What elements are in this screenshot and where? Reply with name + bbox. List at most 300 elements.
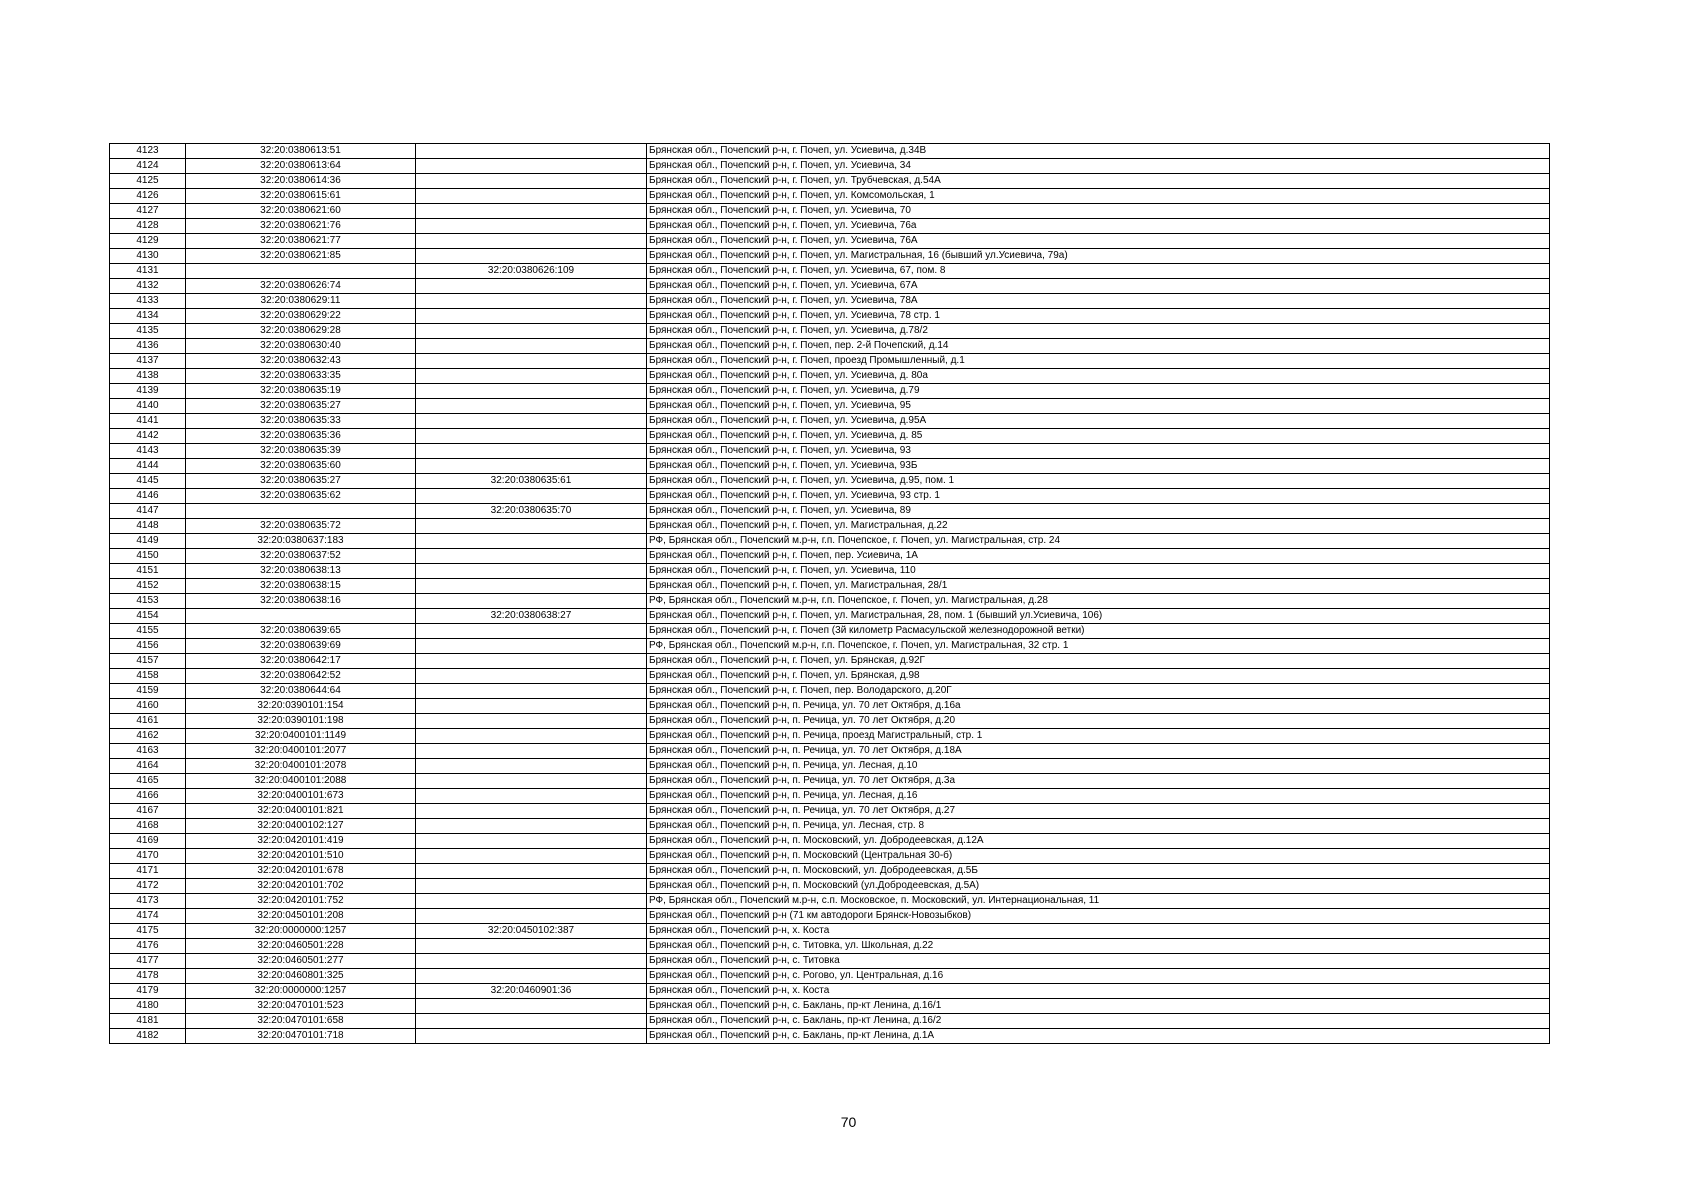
- parent-cadastral-number-cell: [416, 879, 647, 894]
- table-row: [110, 204, 1550, 219]
- cadastral-number-cell: 32:20:0460501:228: [186, 939, 416, 954]
- address-cell: Брянская обл., Почепский р-н, с. Титовка: [647, 954, 1550, 969]
- address-cell: Брянская обл., Почепский р-н, с. Баклань, пр-кт Ленина, д.16/1: [647, 999, 1550, 1014]
- address-cell: Брянская обл., Почепский р-н, п. Речица, ул. Лесная, д.16: [647, 789, 1550, 804]
- cadastral-number-cell: 32:20:0380637:52: [186, 549, 416, 564]
- parent-cadastral-number-cell: 32:20:0450102:387: [416, 924, 647, 939]
- parent-cadastral-number-cell: [416, 864, 647, 879]
- parent-cadastral-number-cell: [416, 849, 647, 864]
- table-row: [110, 429, 1550, 444]
- table-row: [110, 249, 1550, 264]
- row-number-cell: 4136: [110, 339, 186, 354]
- cadastral-number-cell: 32:20:0390101:154: [186, 699, 416, 714]
- row-number-cell: 4139: [110, 384, 186, 399]
- address-cell: Брянская обл., Почепский р-н, г. Почеп, ул. Усиевича, 78А: [647, 294, 1550, 309]
- cadastral-number-cell: 32:20:0420101:752: [186, 894, 416, 909]
- cadastral-number-cell: 32:20:0380635:36: [186, 429, 416, 444]
- row-number-cell: 4133: [110, 294, 186, 309]
- cadastral-number-cell: 32:20:0380630:40: [186, 339, 416, 354]
- parent-cadastral-number-cell: [416, 219, 647, 234]
- row-number-cell: 4154: [110, 609, 186, 624]
- row-number-cell: 4172: [110, 879, 186, 894]
- table-row: [110, 309, 1550, 324]
- address-cell: Брянская обл., Почепский р-н, п. Московский (Центральная 30-б): [647, 849, 1550, 864]
- table-row: [110, 264, 1550, 279]
- cadastral-number-cell: 32:20:0000000:1257: [186, 984, 416, 999]
- parent-cadastral-number-cell: [416, 429, 647, 444]
- table-row: [110, 294, 1550, 309]
- address-cell: РФ, Брянская обл., Почепский м.р-н, г.п. Почепское, г. Почеп, ул. Магистральная, стр. 24: [647, 534, 1550, 549]
- row-number-cell: 4160: [110, 699, 186, 714]
- parent-cadastral-number-cell: [416, 714, 647, 729]
- parent-cadastral-number-cell: [416, 414, 647, 429]
- cadastral-number-cell: 32:20:0400101:1149: [186, 729, 416, 744]
- row-number-cell: 4155: [110, 624, 186, 639]
- row-number-cell: 4129: [110, 234, 186, 249]
- parent-cadastral-number-cell: [416, 399, 647, 414]
- table-row: [110, 174, 1550, 189]
- row-number-cell: 4140: [110, 399, 186, 414]
- address-cell: Брянская обл., Почепский р-н, п. Московский (ул.Добродеевская, д.5А): [647, 879, 1550, 894]
- parent-cadastral-number-cell: [416, 189, 647, 204]
- parent-cadastral-number-cell: [416, 954, 647, 969]
- cadastral-number-cell: 32:20:0380629:28: [186, 324, 416, 339]
- parent-cadastral-number-cell: [416, 699, 647, 714]
- parent-cadastral-number-cell: [416, 684, 647, 699]
- table-row: [110, 684, 1550, 699]
- row-number-cell: 4143: [110, 444, 186, 459]
- parent-cadastral-number-cell: [416, 309, 647, 324]
- table-row: [110, 879, 1550, 894]
- row-number-cell: 4153: [110, 594, 186, 609]
- cadastral-number-cell: 32:20:0380635:27: [186, 399, 416, 414]
- cadastral-number-cell: 32:20:0380638:13: [186, 564, 416, 579]
- address-cell: Брянская обл., Почепский р-н, г. Почеп, ул. Усиевича, д. 80а: [647, 369, 1550, 384]
- parent-cadastral-number-cell: [416, 654, 647, 669]
- row-number-cell: 4170: [110, 849, 186, 864]
- parent-cadastral-number-cell: [416, 999, 647, 1014]
- address-cell: Брянская обл., Почепский р-н, г. Почеп, ул. Усиевича, 78 стр. 1: [647, 309, 1550, 324]
- address-cell: Брянская обл., Почепский р-н, г. Почеп, ул. Усиевича, 93 стр. 1: [647, 489, 1550, 504]
- parent-cadastral-number-cell: [416, 489, 647, 504]
- table-row: [110, 564, 1550, 579]
- address-cell: Брянская обл., Почепский р-н, г. Почеп, ул. Усиевича, 93Б: [647, 459, 1550, 474]
- cadastral-number-cell: [186, 609, 416, 624]
- parent-cadastral-number-cell: [416, 249, 647, 264]
- row-number-cell: 4182: [110, 1029, 186, 1044]
- row-number-cell: 4162: [110, 729, 186, 744]
- address-cell: Брянская обл., Почепский р-н, п. Речица, ул. Лесная, стр. 8: [647, 819, 1550, 834]
- parent-cadastral-number-cell: [416, 519, 647, 534]
- parent-cadastral-number-cell: [416, 459, 647, 474]
- cadastral-number-cell: 32:20:0400102:127: [186, 819, 416, 834]
- table-row: [110, 744, 1550, 759]
- address-cell: Брянская обл., Почепский р-н, г. Почеп, ул. Брянская, д.92Г: [647, 654, 1550, 669]
- address-cell: Брянская обл., Почепский р-н, х. Коста: [647, 984, 1550, 999]
- table-row: [110, 984, 1550, 999]
- address-cell: Брянская обл., Почепский р-н, г. Почеп, ул. Усиевича, д.95, пом. 1: [647, 474, 1550, 489]
- cadastral-number-cell: 32:20:0380635:19: [186, 384, 416, 399]
- parent-cadastral-number-cell: [416, 549, 647, 564]
- cadastral-number-cell: 32:20:0380633:35: [186, 369, 416, 384]
- address-cell: Брянская обл., Почепский р-н, г. Почеп, ул. Усиевича, 89: [647, 504, 1550, 519]
- table-row: [110, 519, 1550, 534]
- cadastral-number-cell: 32:20:0380621:60: [186, 204, 416, 219]
- address-cell: Брянская обл., Почепский р-н, г. Почеп, ул. Магистральная, 16 (бывший ул.Усиевича, 79а): [647, 249, 1550, 264]
- address-cell: Брянская обл., Почепский р-н, п. Речица, ул. 70 лет Октября, д.18А: [647, 744, 1550, 759]
- parent-cadastral-number-cell: [416, 909, 647, 924]
- address-cell: Брянская обл., Почепский р-н, г. Почеп, ул. Усиевича, д.79: [647, 384, 1550, 399]
- parent-cadastral-number-cell: 32:20:0380635:61: [416, 474, 647, 489]
- address-cell: Брянская обл., Почепский р-н, п. Московский, ул. Добродеевская, д.12А: [647, 834, 1550, 849]
- table-row: [110, 759, 1550, 774]
- table-row: [110, 609, 1550, 624]
- address-cell: Брянская обл., Почепский р-н, п. Речица, проезд Магистральный, стр. 1: [647, 729, 1550, 744]
- row-number-cell: 4124: [110, 159, 186, 174]
- table-row: [110, 729, 1550, 744]
- table-row: [110, 279, 1550, 294]
- parent-cadastral-number-cell: 32:20:0380626:109: [416, 264, 647, 279]
- address-cell: Брянская обл., Почепский р-н, г. Почеп, ул. Усиевича, д.34В: [647, 144, 1550, 159]
- row-number-cell: 4156: [110, 639, 186, 654]
- cadastral-number-cell: 32:20:0420101:419: [186, 834, 416, 849]
- row-number-cell: 4157: [110, 654, 186, 669]
- cadastral-number-cell: 32:20:0380638:16: [186, 594, 416, 609]
- cadastral-number-cell: 32:20:0400101:821: [186, 804, 416, 819]
- address-cell: РФ, Брянская обл., Почепский м.р-н, с.п. Московское, п. Московский, ул. Интернациональная, 11: [647, 894, 1550, 909]
- cadastral-number-cell: 32:20:0380615:61: [186, 189, 416, 204]
- cadastral-number-cell: 32:20:0390101:198: [186, 714, 416, 729]
- row-number-cell: 4177: [110, 954, 186, 969]
- parent-cadastral-number-cell: [416, 834, 647, 849]
- parent-cadastral-number-cell: [416, 564, 647, 579]
- parent-cadastral-number-cell: [416, 339, 647, 354]
- row-number-cell: 4123: [110, 144, 186, 159]
- cadastral-number-cell: [186, 504, 416, 519]
- parent-cadastral-number-cell: [416, 669, 647, 684]
- parent-cadastral-number-cell: [416, 279, 647, 294]
- row-number-cell: 4128: [110, 219, 186, 234]
- table-row: [110, 324, 1550, 339]
- table-row: [110, 504, 1550, 519]
- table-row: [110, 489, 1550, 504]
- cadastral-number-cell: 32:20:0380613:64: [186, 159, 416, 174]
- address-cell: Брянская обл., Почепский р-н, г. Почеп, пер. Усиевича, 1А: [647, 549, 1550, 564]
- row-number-cell: 4176: [110, 939, 186, 954]
- cadastral-number-cell: 32:20:0380621:85: [186, 249, 416, 264]
- cadastral-number-cell: 32:20:0380635:72: [186, 519, 416, 534]
- parent-cadastral-number-cell: [416, 729, 647, 744]
- parent-cadastral-number-cell: [416, 174, 647, 189]
- address-cell: Брянская обл., Почепский р-н, г. Почеп, ул. Усиевича, д.95А: [647, 414, 1550, 429]
- table-row: [110, 849, 1550, 864]
- table-row: [110, 924, 1550, 939]
- row-number-cell: 4163: [110, 744, 186, 759]
- cadastral-number-cell: 32:20:0380635:60: [186, 459, 416, 474]
- row-number-cell: 4150: [110, 549, 186, 564]
- row-number-cell: 4125: [110, 174, 186, 189]
- address-cell: Брянская обл., Почепский р-н, г. Почеп, ул. Усиевича, 95: [647, 399, 1550, 414]
- row-number-cell: 4138: [110, 369, 186, 384]
- cadastral-number-cell: 32:20:0380635:27: [186, 474, 416, 489]
- parent-cadastral-number-cell: [416, 294, 647, 309]
- address-cell: Брянская обл., Почепский р-н, п. Речица, ул. 70 лет Октября, д.27: [647, 804, 1550, 819]
- address-cell: Брянская обл., Почепский р-н, х. Коста: [647, 924, 1550, 939]
- table-row: [110, 414, 1550, 429]
- cadastral-number-cell: 32:20:0380637:183: [186, 534, 416, 549]
- cadastral-number-cell: 32:20:0470101:658: [186, 1014, 416, 1029]
- row-number-cell: 4148: [110, 519, 186, 534]
- table-row: [110, 699, 1550, 714]
- row-number-cell: 4147: [110, 504, 186, 519]
- parent-cadastral-number-cell: [416, 204, 647, 219]
- row-number-cell: 4145: [110, 474, 186, 489]
- row-number-cell: 4142: [110, 429, 186, 444]
- cadastral-number-cell: 32:20:0460801:325: [186, 969, 416, 984]
- parent-cadastral-number-cell: [416, 1029, 647, 1044]
- table-row: [110, 399, 1550, 414]
- row-number-cell: 4181: [110, 1014, 186, 1029]
- cadastral-number-cell: 32:20:0380613:51: [186, 144, 416, 159]
- table-row: [110, 219, 1550, 234]
- cadastral-number-cell: 32:20:0380635:33: [186, 414, 416, 429]
- cadastral-number-cell: 32:20:0380642:17: [186, 654, 416, 669]
- cadastral-number-cell: 32:20:0380635:62: [186, 489, 416, 504]
- row-number-cell: 4175: [110, 924, 186, 939]
- address-cell: Брянская обл., Почепский р-н, г. Почеп, ул. Комсомольская, 1: [647, 189, 1550, 204]
- row-number-cell: 4171: [110, 864, 186, 879]
- address-cell: Брянская обл., Почепский р-н, п. Речица, ул. Лесная, д.10: [647, 759, 1550, 774]
- address-cell: Брянская обл., Почепский р-н, г. Почеп, ул. Усиевича, 93: [647, 444, 1550, 459]
- table-row: [110, 894, 1550, 909]
- row-number-cell: 4180: [110, 999, 186, 1014]
- table-row: [110, 834, 1550, 849]
- cadastral-number-cell: 32:20:0000000:1257: [186, 924, 416, 939]
- cadastral-number-cell: 32:20:0400101:673: [186, 789, 416, 804]
- parent-cadastral-number-cell: [416, 384, 647, 399]
- row-number-cell: 4132: [110, 279, 186, 294]
- parent-cadastral-number-cell: 32:20:0460901:36: [416, 984, 647, 999]
- table-row: [110, 384, 1550, 399]
- table-row: [110, 909, 1550, 924]
- row-number-cell: 4144: [110, 459, 186, 474]
- table-row: [110, 594, 1550, 609]
- table-row: [110, 864, 1550, 879]
- cadastral-number-cell: 32:20:0400101:2077: [186, 744, 416, 759]
- parent-cadastral-number-cell: [416, 159, 647, 174]
- row-number-cell: 4158: [110, 669, 186, 684]
- parent-cadastral-number-cell: [416, 639, 647, 654]
- cadastral-number-cell: 32:20:0380632:43: [186, 354, 416, 369]
- cadastral-number-cell: 32:20:0470101:523: [186, 999, 416, 1014]
- cadastral-number-cell: 32:20:0380635:39: [186, 444, 416, 459]
- table-row: [110, 789, 1550, 804]
- address-cell: Брянская обл., Почепский р-н, г. Почеп, ул. Усиевича, 110: [647, 564, 1550, 579]
- cadastral-number-cell: 32:20:0450101:208: [186, 909, 416, 924]
- row-number-cell: 4166: [110, 789, 186, 804]
- parent-cadastral-number-cell: [416, 594, 647, 609]
- row-number-cell: 4179: [110, 984, 186, 999]
- parent-cadastral-number-cell: [416, 534, 647, 549]
- parent-cadastral-number-cell: [416, 759, 647, 774]
- cadastral-number-cell: 32:20:0380621:76: [186, 219, 416, 234]
- parent-cadastral-number-cell: [416, 939, 647, 954]
- parent-cadastral-number-cell: [416, 969, 647, 984]
- parent-cadastral-number-cell: [416, 894, 647, 909]
- row-number-cell: 4151: [110, 564, 186, 579]
- address-cell: Брянская обл., Почепский р-н, п. Речица, ул. 70 лет Октября, д.3а: [647, 774, 1550, 789]
- table-row: [110, 819, 1550, 834]
- row-number-cell: 4161: [110, 714, 186, 729]
- row-number-cell: 4152: [110, 579, 186, 594]
- row-number-cell: 4149: [110, 534, 186, 549]
- row-number-cell: 4137: [110, 354, 186, 369]
- table-row: [110, 954, 1550, 969]
- parent-cadastral-number-cell: [416, 369, 647, 384]
- parent-cadastral-number-cell: [416, 1014, 647, 1029]
- address-cell: Брянская обл., Почепский р-н, г. Почеп (3й километр Расмасульской железнодорожной ветки): [647, 624, 1550, 639]
- address-cell: Брянская обл., Почепский р-н (71 км автодороги Брянск-Новозыбков): [647, 909, 1550, 924]
- address-cell: Брянская обл., Почепский р-н, п. Московский, ул. Добродеевская, д.5Б: [647, 864, 1550, 879]
- table-row: [110, 1029, 1550, 1044]
- address-cell: Брянская обл., Почепский р-н, г. Почеп, проезд Промышленный, д.1: [647, 354, 1550, 369]
- address-cell: Брянская обл., Почепский р-н, г. Почеп, ул. Усиевича, д. 85: [647, 429, 1550, 444]
- parent-cadastral-number-cell: [416, 744, 647, 759]
- address-cell: Брянская обл., Почепский р-н, с. Баклань, пр-кт Ленина, д.1А: [647, 1029, 1550, 1044]
- parent-cadastral-number-cell: [416, 804, 647, 819]
- table-row: [110, 474, 1550, 489]
- cadastral-number-cell: 32:20:0470101:718: [186, 1029, 416, 1044]
- table-row: [110, 639, 1550, 654]
- address-cell: РФ, Брянская обл., Почепский м.р-н, г.п. Почепское, г. Почеп, ул. Магистральная, д.28: [647, 594, 1550, 609]
- table-row: [110, 369, 1550, 384]
- cadastral-number-cell: 32:20:0380626:74: [186, 279, 416, 294]
- cadastral-number-cell: 32:20:0380629:11: [186, 294, 416, 309]
- parent-cadastral-number-cell: 32:20:0380635:70: [416, 504, 647, 519]
- parent-cadastral-number-cell: [416, 789, 647, 804]
- cadastral-number-cell: 32:20:0380639:65: [186, 624, 416, 639]
- row-number-cell: 4164: [110, 759, 186, 774]
- cadastral-number-cell: 32:20:0380614:36: [186, 174, 416, 189]
- address-cell: Брянская обл., Почепский р-н, г. Почеп, пер. 2-й Почепский, д.14: [647, 339, 1550, 354]
- table-row: [110, 579, 1550, 594]
- parent-cadastral-number-cell: [416, 324, 647, 339]
- parent-cadastral-number-cell: [416, 444, 647, 459]
- cadastral-number-cell: 32:20:0380644:64: [186, 684, 416, 699]
- cadastral-number-cell: 32:20:0420101:702: [186, 879, 416, 894]
- row-number-cell: 4127: [110, 204, 186, 219]
- address-cell: Брянская обл., Почепский р-н, г. Почеп, ул. Усиевича, 67А: [647, 279, 1550, 294]
- parent-cadastral-number-cell: [416, 624, 647, 639]
- parent-cadastral-number-cell: 32:20:0380638:27: [416, 609, 647, 624]
- address-cell: Брянская обл., Почепский р-н, п. Речица, ул. 70 лет Октября, д.20: [647, 714, 1550, 729]
- row-number-cell: 4169: [110, 834, 186, 849]
- cadastral-number-cell: 32:20:0460501:277: [186, 954, 416, 969]
- address-cell: Брянская обл., Почепский р-н, п. Речица, ул. 70 лет Октября, д.16а: [647, 699, 1550, 714]
- table-row: [110, 774, 1550, 789]
- cadastral-number-cell: 32:20:0380638:15: [186, 579, 416, 594]
- cadastral-number-cell: 32:20:0420101:510: [186, 849, 416, 864]
- table-row: [110, 654, 1550, 669]
- table-row: [110, 999, 1550, 1014]
- cadastral-number-cell: 32:20:0380621:77: [186, 234, 416, 249]
- row-number-cell: 4159: [110, 684, 186, 699]
- address-cell: Брянская обл., Почепский р-н, г. Почеп, ул. Магистральная, 28, пом. 1 (бывший ул.Усиевича, 106): [647, 609, 1550, 624]
- parent-cadastral-number-cell: [416, 579, 647, 594]
- address-cell: Брянская обл., Почепский р-н, г. Почеп, ул. Брянская, д.98: [647, 669, 1550, 684]
- table-row: [110, 144, 1550, 159]
- row-number-cell: 4174: [110, 909, 186, 924]
- address-cell: Брянская обл., Почепский р-н, с. Баклань, пр-кт Ленина, д.16/2: [647, 1014, 1550, 1029]
- table-row: [110, 444, 1550, 459]
- parent-cadastral-number-cell: [416, 234, 647, 249]
- property-table-body: [110, 144, 1550, 1044]
- address-cell: Брянская обл., Почепский р-н, г. Почеп, ул. Усиевича, 76а: [647, 219, 1550, 234]
- row-number-cell: 4141: [110, 414, 186, 429]
- row-number-cell: 4168: [110, 819, 186, 834]
- table-row: [110, 969, 1550, 984]
- row-number-cell: 4146: [110, 489, 186, 504]
- address-cell: Брянская обл., Почепский р-н, г. Почеп, ул. Усиевича, 70: [647, 204, 1550, 219]
- row-number-cell: 4134: [110, 309, 186, 324]
- table-row: [110, 1014, 1550, 1029]
- table-row: [110, 354, 1550, 369]
- address-cell: РФ, Брянская обл., Почепский м.р-н, г.п. Почепское, г. Почеп, ул. Магистральная, 32 стр. 1: [647, 639, 1550, 654]
- cadastral-number-cell: 32:20:0380629:22: [186, 309, 416, 324]
- table-row: [110, 624, 1550, 639]
- address-cell: Брянская обл., Почепский р-н, г. Почеп, ул. Усиевича, 76А: [647, 234, 1550, 249]
- cadastral-number-cell: [186, 264, 416, 279]
- table-row: [110, 804, 1550, 819]
- address-cell: Брянская обл., Почепский р-н, г. Почеп, ул. Магистральная, 28/1: [647, 579, 1550, 594]
- row-number-cell: 4130: [110, 249, 186, 264]
- property-table: [109, 143, 1550, 1044]
- address-cell: Брянская обл., Почепский р-н, г. Почеп, ул. Усиевича, 67, пом. 8: [647, 264, 1550, 279]
- row-number-cell: 4126: [110, 189, 186, 204]
- cadastral-number-cell: 32:20:0380639:69: [186, 639, 416, 654]
- parent-cadastral-number-cell: [416, 354, 647, 369]
- table-row: [110, 714, 1550, 729]
- address-cell: Брянская обл., Почепский р-н, г. Почеп, пер. Володарского, д.20Г: [647, 684, 1550, 699]
- row-number-cell: 4167: [110, 804, 186, 819]
- parent-cadastral-number-cell: [416, 774, 647, 789]
- address-cell: Брянская обл., Почепский р-н, с. Титовка, ул. Школьная, д.22: [647, 939, 1550, 954]
- table-row: [110, 549, 1550, 564]
- table-row: [110, 339, 1550, 354]
- address-cell: Брянская обл., Почепский р-н, г. Почеп, ул. Трубчевская, д.54А: [647, 174, 1550, 189]
- address-cell: Брянская обл., Почепский р-н, г. Почеп, ул. Магистральная, д.22: [647, 519, 1550, 534]
- parent-cadastral-number-cell: [416, 144, 647, 159]
- row-number-cell: 4178: [110, 969, 186, 984]
- table-row: [110, 534, 1550, 549]
- table-row: [110, 189, 1550, 204]
- cadastral-number-cell: 32:20:0420101:678: [186, 864, 416, 879]
- address-cell: Брянская обл., Почепский р-н, с. Рогово, ул. Центральная, д.16: [647, 969, 1550, 984]
- parent-cadastral-number-cell: [416, 819, 647, 834]
- address-cell: Брянская обл., Почепский р-н, г. Почеп, ул. Усиевича, д.78/2: [647, 324, 1550, 339]
- row-number-cell: 4173: [110, 894, 186, 909]
- address-cell: Брянская обл., Почепский р-н, г. Почеп, ул. Усиевича, 34: [647, 159, 1550, 174]
- table-row: [110, 159, 1550, 174]
- table-row: [110, 459, 1550, 474]
- cadastral-number-cell: 32:20:0400101:2078: [186, 759, 416, 774]
- page-number: 70: [840, 1114, 857, 1130]
- table-row: [110, 939, 1550, 954]
- cadastral-number-cell: 32:20:0400101:2088: [186, 774, 416, 789]
- table-row: [110, 669, 1550, 684]
- row-number-cell: 4131: [110, 264, 186, 279]
- row-number-cell: 4165: [110, 774, 186, 789]
